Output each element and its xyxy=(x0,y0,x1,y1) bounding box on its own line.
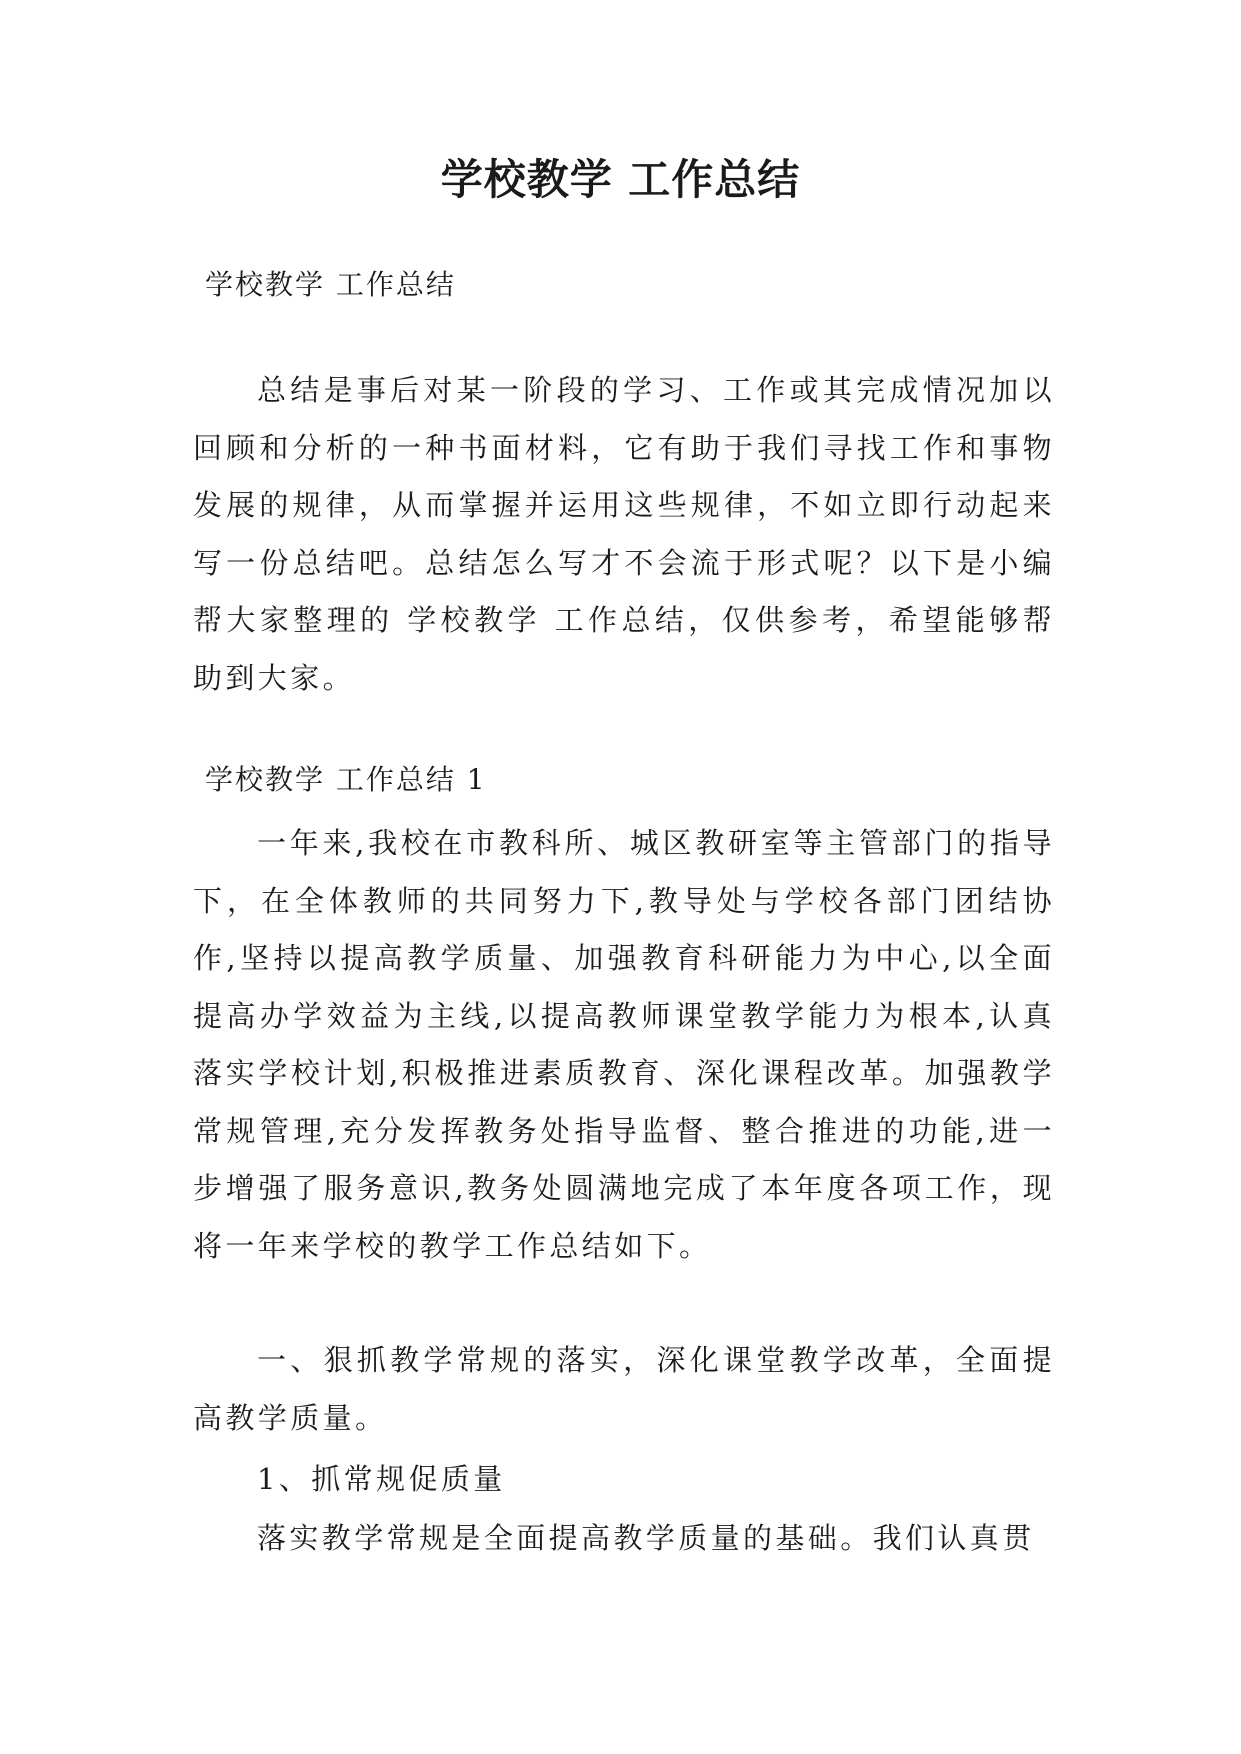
section-heading: 学校教学 工作总结 1 xyxy=(205,763,487,796)
body-paragraph-3: 落实教学常规是全面提高教学质量的基础。我们认真贯 xyxy=(257,1521,1035,1555)
document-subtitle: 学校教学 工作总结 xyxy=(205,268,456,301)
document-title: 学校教学 工作总结 xyxy=(440,155,801,204)
list-item-1: 1、抓常规促质量 xyxy=(257,1462,506,1496)
body-paragraph-1: 一年来,我校在市教科所、城区教研室等主管部门的指导下，在全体教师的共同努力下,教导处与学校各部门团结协作,坚持以提高教学质量、加强教育科研能力为中心,以全面提高办学效益为主线,以提高教师课堂教学能力为根本,认真落实学校计划,积极推进素质教育、深化课程改革。加强教学常规管理,充分发挥教务处指导监督、整合推进的功能,进一步增强了服务意识,教务处圆满地完成了本年度各项工作，现将一年来学校的教学工作总结如下。 xyxy=(193,826,1055,1263)
intro-paragraph: 总结是事后对某一阶段的学习、工作或其完成情况加以回顾和分析的一种书面材料，它有助于我们寻找工作和事物发展的规律，从而掌握并运用这些规律，不如立即行动起来写一份总结吧。总结怎么写才不会流于形式呢？以下是小编帮大家整理的 学校教学 工作总结，仅供参考，希望能够帮助到大家。 xyxy=(193,373,1055,695)
body-paragraph-2: 一、狠抓教学常规的落实，深化课堂教学改革，全面提高教学质量。 xyxy=(193,1343,1055,1435)
